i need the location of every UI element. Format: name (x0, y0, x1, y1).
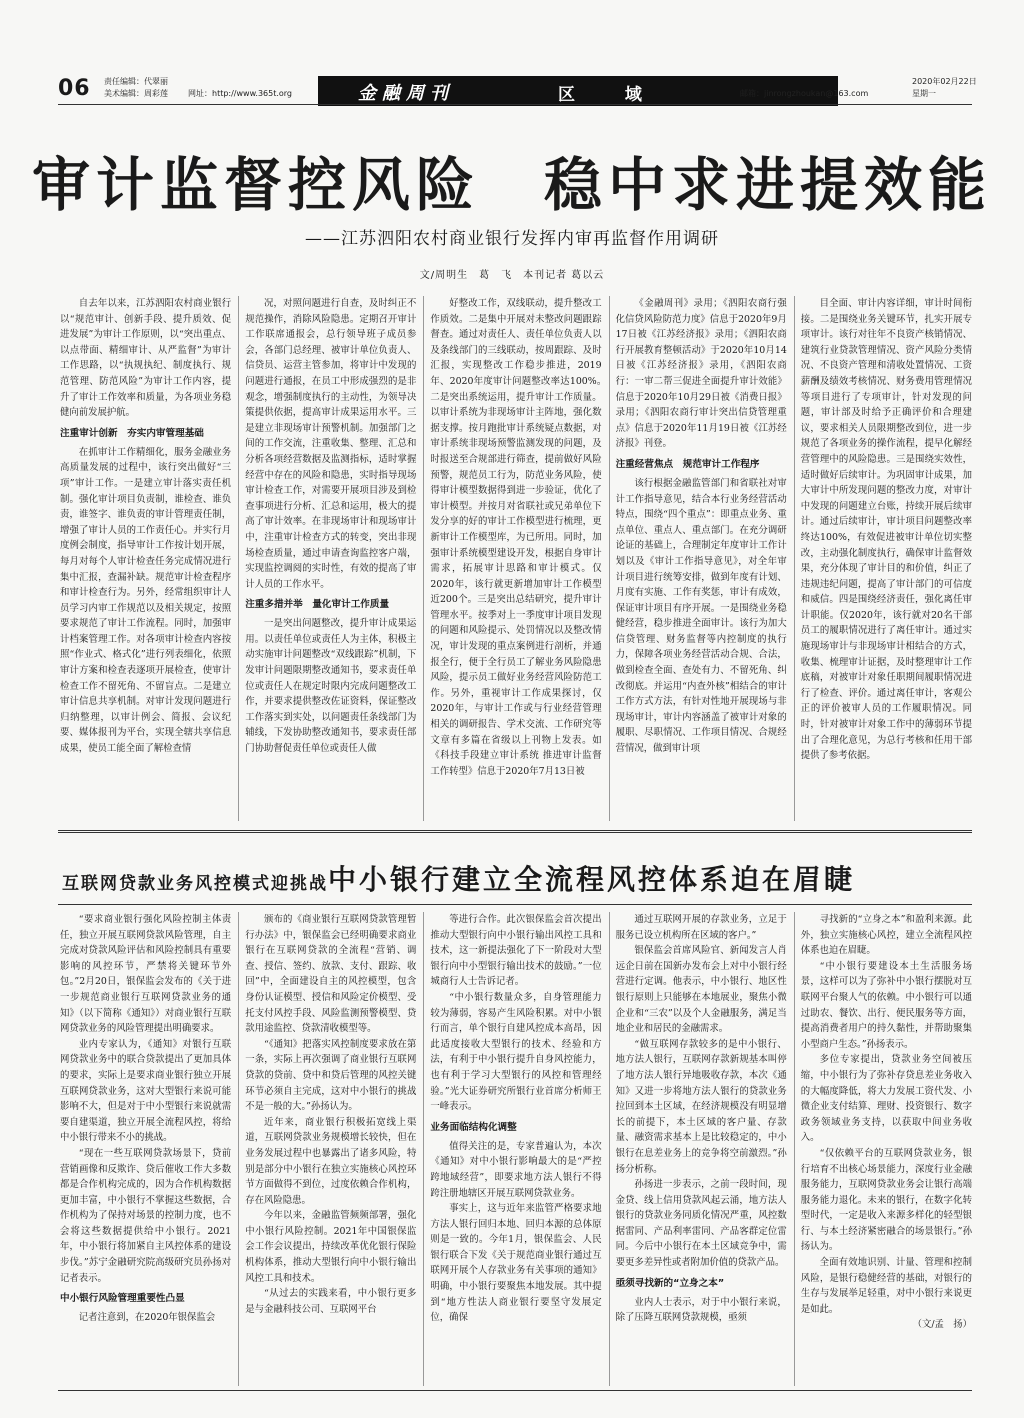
article2-column (245, 912, 416, 1386)
column-separator (609, 912, 610, 1386)
paragraph: 自去年以来，江苏泗阳农村商业银行以“规范审计、创新手段、提升质效、促进发展”为审计工作原则，以“突出重点、以点带面、精细审计、从严监督”为审计工作思路，以“执规执纪、制度执行、规范管理、防范风险”为审计工作内容，提升了审计工作效率和质量，为各项业务稳健向前发展护航。 (60, 298, 232, 419)
art-editor-line: 美术编辑：周彩莲 (104, 89, 168, 98)
column-separator (238, 912, 239, 1386)
paragraph: 业内人士表示，对于中小银行来说，除了压降互联网贷款规模，亟须 (615, 1296, 787, 1324)
section-heading: 亟须寻找新的“立身之本” (615, 1277, 725, 1289)
paragraph: 一是突出问题整改，提升审计成果运用。以责任单位或责任人为主体，积极主动实施审计问题整改“双线跟踪”机制，下发审计问题限期整改通知书，要求责任单位或责任人在规定时限内完成问题整改工作，并要求提供整改佐证资料，保证整改工作落实到实处，以问题责任条线部门为辅线，下发协助整改通知书，要求责任部门协助督促责任单位或责任人做 (245, 618, 417, 755)
article2-title-main: 中小银行建立全流程风控体系迫在眉睫 (328, 863, 856, 896)
paragraph: 孙扬进一步表示，之前一段时间，现金贷、线上信用贷款风起云涌，地方法人银行的贷款业务同质化情况严重，风控数据雷同、产品利率雷同、产品客群定位雷同。今后中小银行在本土区域竞争中，需要更多差异性或者附加价值的贷款产品。 (615, 1179, 787, 1269)
paragraph: 值得关注的是，专家普遍认为，本次《通知》对中小银行影响最大的是“严控跨地域经营”，即要求地方法人银行不得跨注册地辖区开展互联网贷款业务。 (430, 1140, 602, 1199)
column-separator (794, 912, 795, 1386)
paragraph: 今年以来，金融监管频频部署，强化中小银行风险控制。2021年中国银保监会工作会议提出，持续改革优化银行保险机构体系，推动大型银行向中小银行输出风控工具和技术。 (245, 1210, 417, 1284)
paragraph: 在抓审计工作精细化，服务金融业务高质量发展的过程中，该行突出做好“三项”审计工作。一是建立审计落实责任机制。强化审计项目负责制，谁检查、谁负责，谁签字、谁负责的审计管理责任制，增强了审计人员的工作责任心。并实行月度例会制度，指导审计工作按计划开展，每月对每个人审计检查任务完成情况进行集中汇报，查漏补缺。规范审计检查程序和审计检查行为。另外，经常组织审计人员学习内审工作规范以及相关规定，按照要求规范了审计工作流程。同时，加强审计档案管理工作。对各项审计检查内容按照“作业式、格式化”进行列表细化，依照审计方案和检查表逐项开展检查，使审计检查工作不留死角、不留盲点。二是建立审计信息共享机制。对审计发现问题进行归纳整理，以审计例会、简报、会议纪要、媒体报刊为平台，实现全辖共享信息成果，使员工能全面了解检查情 (60, 446, 232, 755)
paragraph: 寻找新的“立身之本”和盈利来源。此外，独立实施核心风控，建立全流程风控体系也迫在眉睫。 (800, 914, 972, 957)
column-separator (238, 296, 239, 821)
paragraph: “要求商业银行强化风险控制主体责任，独立开展互联网贷款风险管理，自主完成对贷款风险评估和风险控制具有重要影响的风控环节，严禁将关键环节外包。”2月20日，银保监会发布的《关于进一步规范商业银行互联网贷款业务的通知》（以下简称《通知》）对商业银行互联网贷款业务的风险管理提出明确要求。 (60, 914, 232, 1035)
column-separator (794, 296, 795, 821)
paragraph: 颁布的《商业银行互联网贷款管理暂行办法》中，银保监会已经明确要求商业银行在互联网贷款的全流程“营销、调查、授信、签约、放款、支付、跟踪、收回”中，全面建设自主的风控模型，包含身份认证模型、授信和风险定价模型、受托支付风控手段、风险监测预警模型、贷款用途监控、贷款清收模型等。 (245, 914, 417, 1035)
paragraph: “《通知》把落实风控制度要求放在第一条，实际上再次强调了商业银行互联网贷款的贷前、贷中和贷后管理的风控关键环节必须自主完成，这对中小银行的挑战不是一般的大。”孙扬认为。 (245, 1038, 417, 1113)
article1-subtitle: ——江苏泗阳农村商业银行发挥内审再监督作用调研 (305, 229, 719, 249)
paragraph: 多位专家提出，贷款业务空间被压缩，中小银行为了弥补存贷息差业务收入的大幅度降低，将大力发展工资代发、小微企业支付结算、理财、投资银行、数字政务领域业务支持，以获取中间业务收入。 (800, 1054, 972, 1144)
paragraph: “做互联网存款较多的是中小银行、地方法人银行，互联网存款新规基本叫停了地方法人银行异地吸收存款，本次《通知》又进一步将地方法人银行的贷款业务拉回到本土区域，在经济规模没有明显增长的前提下，本土区域的客户量、存款量、融资需求基本上是比较稳定的，中小银行在息差业务上的竞争将空前激烈。”孙扬分析称。 (615, 1038, 787, 1175)
article1-column (616, 296, 787, 821)
paragraph: “从过去的实践来看，中小银行更多是与金融科技公司、互联网平台 (245, 1288, 417, 1315)
section-heading: 中小银行风险管理重要性凸显 (60, 1293, 185, 1305)
article2-title-prefix: 互联网贷款业务风控模式迎挑战 (62, 874, 328, 894)
weekday: 星期一 (912, 89, 936, 98)
issue-date: 2020年02月22日 (912, 77, 977, 86)
paragraph: 事实上，这与近年来监管严格要求地方法人银行回归本地、回归本源的总体原则是一致的。今年1月，银保监会、人民银行联合下发《关于规范商业银行通过互联网开展个人存款业务有关事项的通知》明确，中小银行要聚焦本地发展。其中提到“地方性法人商业银行要坚守发展定位，确保 (430, 1203, 602, 1324)
section-heading: 业务面临结构化调整 (430, 1121, 517, 1133)
date-block (912, 76, 977, 100)
article1-column (430, 296, 611, 821)
paragraph: 全面有效地识别、计量、管理和控制风险，是银行稳健经营的基础，对银行的生存与发展举足轻重，对中小银行来说更是如此。 (800, 1257, 972, 1315)
paragraph: “中小银行要建设本土生活服务场景，这样可以为了弥补中小银行摆脱对互联网平台聚人气的依赖。中小银行可以通过助农、餐饮、出行、便民服务等方面，提高消费者用户的持久黏性，并帮助聚集小型商户生态。”孙扬表示。 (800, 960, 972, 1050)
paragraph: “中小银行数量众多，自身管理能力较为薄弱，容易产生风险积累。对中小银行而言，单个银行自建风控成本高昂，因此适度接收大型银行的技术、经验和方法，有利于中小银行提升自身风控能力，也有利于学习大型银行的风控和管理经验。”光大证券研究所银行业首席分析师王一峰表示。 (430, 991, 602, 1113)
column-separator (423, 296, 424, 821)
paragraph: 近年来，商业银行积极拓宽线上渠道，互联网贷款业务规模增长较快，但在业务发展过程中也暴露出了诸多风险，特别是部分中小银行在独立实施核心风控环节方面做得不到位，过度依赖合作机构，存在风险隐患。 (245, 1116, 417, 1206)
section-heading: 注重多措并举 量化审计工作质量 (245, 599, 390, 611)
website[interactable]: 网址：http://www.365t.org (188, 89, 293, 98)
email[interactable]: 邮箱：jinrongzhoukan@163.com (740, 89, 869, 98)
article2-title (62, 858, 982, 898)
section-heading: 注重经营焦点 规范审计工作程序 (615, 458, 760, 470)
section-heading: 注重审计创新 夯实内审管理基础 (60, 427, 204, 439)
paragraph: 目全面、审计内容详细，审计时间衔接。二是围绕业务关键环节，扎实开展专项审计。该行对往年不良资产核销情况、建筑行业贷款管理情况、资产风险分类情况、不良资产管理和清收处置情况、工资薪酬及绩效考核情况、财务费用管理情况等项目进行了专项审计，针对发现的问题，审计部及时给予正确评价和合理建议，要求相关人员限期整改到位，进一步规范了各项业务的操作流程，提早化解经营管理中的风险隐患。三是围绕实效性，适时做好后续审计。为巩固审计成果，加大审计中所发现问题的整改力度，对审计中发现的问题建立台账，持续开展后续审计。通过后续审计，审计项目问题整改率终达100%，有效促进被审计单位切实整改，主动强化制度执行，确保审计监督效果，充分体现了审计目的和价值，纠正了违规违纪问题，提高了审计部门的可信度和威信。四是围绕经济责任，强化离任审计职能。仅2020年，该行就对20名干部员工的履职情况进行了离任审计。通过实施现场审计与非现场审计相结合的方式，收集、梳理审计证据，及时整理审计工作底稿，对被审计对象任职期间履职情况进行了检查、评价。通过离任审计，客观公正的评价被审人员的工作履职情况。同时，针对被审计对象工作中的薄弱环节提出了合理化意见，为总行考核和任用干部提供了参考依据。 (800, 298, 972, 762)
article2-column (430, 912, 601, 1386)
section-name: 区 域 (558, 85, 664, 105)
section-divider (58, 830, 972, 833)
paragraph: 况，对照问题进行自查，及时纠正不规范操作，消除风险隐患。定期召开审计工作联席通报会，总行领导班子成员参会，各部门总经理、被审计单位负责人、信贷员、运营主管参加，将审计中发现的问题进行通报，在员工中形成强烈的是非观念，增强制度执行的主动性，为领导决策提供依据，提高审计成果运用水平。三是建立非现场审计预警机制。加强部门之间的工作交流，注重收集、整理、汇总和分析各项经营数据及监测指标，适时掌握经营中存在的风险和隐患，实时指导现场审计检查工作，对需要开展项目涉及到检查事项进行分析、汇总和运用，极大的提高了审计效率。在非现场审计和现场审计中，注重审计检查方式的转变，突出非现场检查质量，通过申请查询监控客户端，实现监控调阅的实时性，有效的提高了审计人员的工作水平。 (245, 298, 417, 590)
paper-name: 金融周刊 (358, 83, 454, 104)
article2-column (616, 912, 787, 1386)
paragraph: 《金融周刊》录用；《泗阳农商行强化信贷风险防范力度》信息于2020年9月17日被《江苏经济报》录用；《泗阳农商行开展教育整顿活动》于2020年10月14日被《江苏经济报》录用，《泗阳农商行：一审二帮三促进全面提升审计效能》信息于2020年10月29日被《消费日报》录用；《泗阳农商行审计突出信贷管理重点》信息于2020年11月19日被《江苏经济报》刊登。 (615, 298, 787, 450)
paragraph: 该行根据金融监管部门和省联社对审计工作指导意见，结合本行业务经营活动特点，围绕“四个重点”：即重点业务、重点单位、重点人、重点部门。在充分调研论证的基础上，合理制定年度审计工作计划以及《审计工作指导意见》，对全年审计项目进行统筹安排，做到年度有计划、月度有实施、工作有奖惩，审计有成效，保证审计项目有序开展。一是围绕业务稳健经营，稳步推进全面审计。该行为加大信贷管理、财务监督等内控制度的执行力，保障各项业务经营活动合规、合法，做到检查全面、查处有力、不留死角、纠改彻底。并运用“内查外核”相结合的审计工作方式方法，有针对性地开展现场与非现场审计，审计内容涵盖了被审计对象的履职、尽职情况、工作项目情况、合规经营情况，做到审计项 (615, 477, 787, 755)
header-rule (58, 104, 972, 105)
footer-rule (58, 1390, 972, 1391)
article2-title-rule (58, 904, 972, 905)
article1-column (60, 296, 231, 821)
paragraph: “现在一些互联网贷款场景下，贷前营销画像和反欺诈、贷后催收工作大多数都是合作机构完成的，因为合作机构数据更加丰富，中小银行不掌握这些数据，合作机构为了保持对场景的控制力度，也不会将这些数据提供给中小银行。2021年，中小银行将加紧自主风控体系的建设步伐。”苏宁金融研究院高级研究员孙扬对记者表示。 (60, 1147, 232, 1284)
page-number: 06 (58, 76, 91, 101)
article1-column (245, 296, 416, 821)
author-signature: （文/孟 扬） (912, 1319, 972, 1331)
editor-line: 责任编辑：代翠丽 (104, 77, 168, 86)
article1-byline: 文/周明生 葛 飞 本刊记者 葛以云 (419, 270, 605, 281)
editor-credits (104, 76, 168, 100)
article1-title: 审计监督控风险 稳中求进提效能 (31, 151, 992, 219)
paragraph: 记者注意到，在2020年银保监会 (78, 1312, 216, 1324)
paragraph: 通过互联网开展的存款业务，立足于服务已设立机构所在区域的客户。” (615, 914, 787, 941)
article2-column (801, 912, 972, 1386)
article2-column (60, 912, 231, 1386)
column-separator (609, 296, 610, 821)
paragraph: 等进行合作。此次银保监会首次提出推动大型银行向中小银行输出风控工具和技术，这一新提法强化了下一阶段对大型银行向中小型银行输出技术的鼓励。”一位城商行人士告诉记者。 (430, 914, 602, 988)
paragraph: 业内专家认为，《通知》对银行互联网贷款业务中的联合贷款提出了更加具体的要求，实际上是要求商业银行独立开展互联网贷款业务，这对大型银行来说可能影响不大，但是对于中小型银行来说就需要自建渠道，独立开展全流程风控，将给中小银行带来不小的挑战。 (60, 1038, 232, 1144)
paragraph: 好整改工作，双线联动，提升整改工作质效。二是集中开展对未整改问题跟踪督查。通过对责任人、责任单位负责人以及条线部门的三线联动，按周跟踪、及时汇报，实现整改工作稳步推进，2019年、2020年度审计问题整改率达100%。 二是突出系统运用，提升审计工作质量。以审计系统为非现场审计主阵地，强化数据支撑。按月跑批审计系统疑点数据，对审计系统非现场预警监测发现的问题，及时报送至合规部进行筛查，提前做好风险预警，规范员工行为，防范业务风险，使得审计模型数据得到进一步验证，优化了审计模型。并按月对省联社或兄弟单位下发分享的好的审计工作模型进行梳理，更新审计工作模型库，为已所用。同时，加强审计系统模型建设开发，根据自身审计需求，拓展审计思路和审计模式。仅2020年，该行就更新增加审计工作模型近200个。三是突出总结研究，提升审计管理水平。按季对上一季度审计项目发现的问题和风险提示、处罚情况以及整改情况，审计发现的重点案例进行剖析，并通报全行，便于全行员工了解业务风险隐患风险，提示员工做好业务经营风险防范工作。另外，重视审计工作成果探讨，仅2020年，与审计工作或与行业经营管理相关的调研报告、学术交流、工作研究等文章有多篇在省级以上刊物上发表。如《科技手段建立审计系统 推进审计监督工作转型》信息于2020年7月13日被 (430, 298, 611, 777)
article1-column (801, 296, 972, 821)
paragraph: 银保监会首席风险官、新闻发言人肖远企日前在国新办发布会上对中小银行经营进行定调。他表示，中小银行、地区性银行原则上只能够在本地展业，聚焦小微企业和“三农”以及个人金融服务，满足当地企业和居民的金融需求。 (615, 945, 787, 1035)
paragraph: “仅依赖平台的互联网贷款业务，银行培育不出核心场景能力，深度行业金融服务能力，互联网贷款业务会让银行高端服务能力退化。未来的银行，在数字化转型时代，一定是收入来源多样化的轻型银行、与本土经济紧密融合的场景银行。”孙扬认为。 (800, 1147, 972, 1253)
column-separator (423, 912, 424, 1386)
